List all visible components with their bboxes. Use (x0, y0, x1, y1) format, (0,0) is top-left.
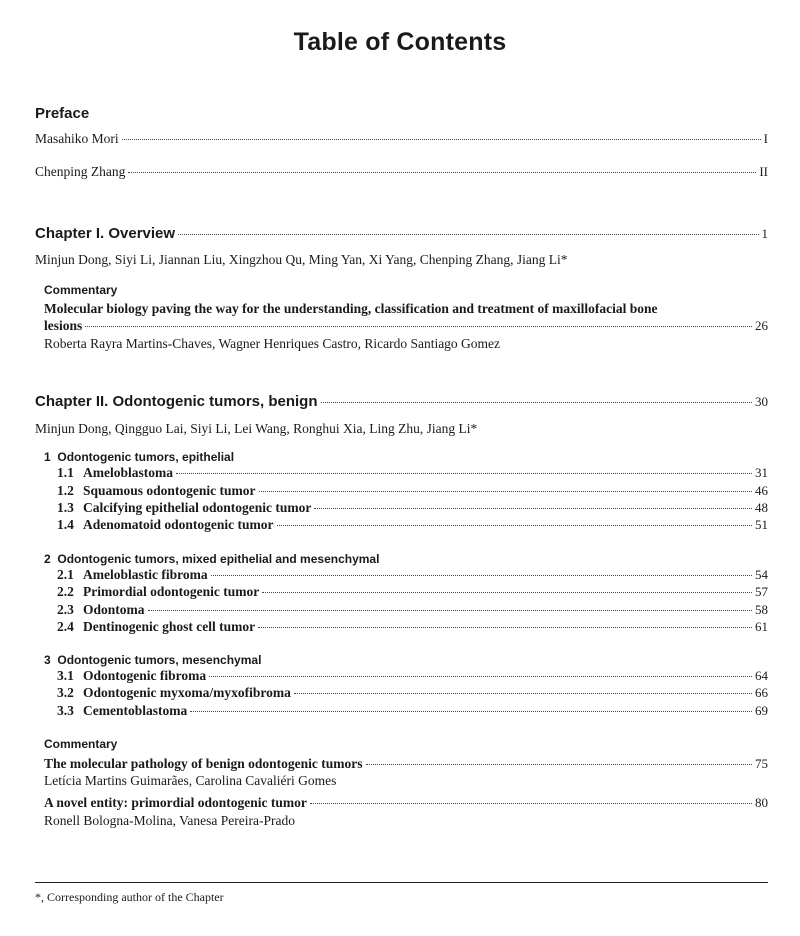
chapter-1-authors: Minjun Dong, Siyi Li, Jiannan Liu, Xingzhou Qu, Ming Yan, Xi Yang, Chenping Zhang, Jiang Li* (35, 252, 568, 267)
page-number: 80 (755, 795, 768, 810)
toc-entry-chapter-2[interactable] (35, 393, 768, 410)
section-2-heading (44, 552, 379, 566)
section-title: Odontogenic tumors, mesenchymal (57, 653, 262, 667)
entry-number: 1.4 (57, 517, 74, 532)
toc-entry-chapter-1[interactable] (35, 225, 768, 242)
entry-title: 2.2 Primordial odontogenic tumor (57, 584, 260, 599)
footnote-divider (35, 882, 768, 883)
page-number: 66 (755, 685, 768, 700)
page-number: 30 (755, 394, 768, 409)
entry-title: A novel entity: primordial odontogenic tumor (44, 795, 307, 810)
page-number: 54 (755, 567, 768, 582)
toc-entry-1-2[interactable] (57, 483, 768, 499)
entry-number: 2.1 (57, 567, 74, 582)
toc-entry-1-3[interactable] (57, 500, 768, 516)
entry-number: 3.2 (57, 685, 74, 700)
chapter-2-authors: Minjun Dong, Qingguo Lai, Siyi Li, Lei Wang, Ronghui Xia, Ling Zhu, Jiang Li* (35, 421, 478, 436)
entry-number: 1.2 (57, 483, 74, 498)
toc-entry-2-2[interactable] (57, 584, 768, 600)
commentary-3-authors: Ronell Bologna-Molina, Vanesa Pereira-Prado (44, 813, 295, 828)
entry-title: 2.1 Ameloblastic fibroma (57, 567, 208, 582)
entry-title: Chenping Zhang (35, 164, 126, 179)
section-1-heading (44, 450, 234, 464)
toc-entry-3-1[interactable] (57, 668, 768, 684)
entry-title: Masahiko Mori (35, 131, 119, 146)
page-number: 26 (755, 318, 768, 333)
leader-dots (176, 472, 752, 474)
leader-dots (294, 692, 752, 694)
entry-title: 1.3 Calcifying epithelial odontogenic tumor (57, 500, 312, 515)
leader-dots (190, 710, 752, 712)
toc-entry-3-2[interactable] (57, 685, 768, 701)
leader-dots (122, 138, 761, 140)
section-title: Odontogenic tumors, epithelial (57, 450, 235, 464)
entry-title: 3.1 Odontogenic fibroma (57, 668, 207, 683)
entry-number: 3.1 (57, 668, 74, 683)
page-number: 48 (755, 500, 768, 515)
page-number: 1 (761, 226, 768, 241)
leader-dots (211, 574, 752, 576)
page-title: Table of Contents (293, 28, 507, 56)
entry-title: 1.4 Adenomatoid odontogenic tumor (57, 517, 274, 532)
entry-number: 1.3 (57, 500, 74, 515)
page-number: II (759, 164, 768, 179)
commentary-label: Commentary (44, 283, 118, 297)
entry-number: 2.4 (57, 619, 74, 634)
page-number: 58 (755, 602, 768, 617)
page-number: 61 (755, 619, 768, 634)
commentary-label: Commentary (44, 737, 118, 751)
leader-dots (128, 171, 756, 173)
page-number: 64 (755, 668, 768, 683)
page-number: 51 (755, 517, 768, 532)
entry-title: 2.3 Odontoma (57, 602, 145, 617)
entry-number: 3.3 (57, 703, 74, 718)
entry-title: 3.2 Odontogenic myxoma/myxofibroma (57, 685, 291, 700)
leader-dots (262, 591, 752, 593)
chapter-title: Chapter I. Overview (35, 225, 176, 242)
commentary-2-authors: Letícia Martins Guimarães, Carolina Cavaliéri Gomes (44, 773, 337, 788)
section-title: Odontogenic tumors, mixed epithelial and mesenchymal (57, 552, 380, 566)
leader-dots (148, 609, 752, 611)
leader-dots (321, 401, 752, 403)
commentary-title-line1: Molecular biology paving the way for the understanding, classification and treatment of maxillofacial bone (44, 301, 658, 316)
entry-title: 1.2 Squamous odontogenic tumor (57, 483, 256, 498)
section-number: 2 (44, 552, 51, 566)
commentary-1-authors: Roberta Rayra Martins-Chaves, Wagner Henriques Castro, Ricardo Santiago Gomez (44, 336, 501, 351)
preface-heading: Preface (35, 105, 90, 122)
toc-entry-commentary-3[interactable] (44, 795, 768, 811)
entry-title: lesions (44, 318, 83, 333)
chapter-title: Chapter II. Odontogenic tumors, benign (35, 393, 318, 410)
leader-dots (178, 233, 758, 235)
entry-number: 1.1 (57, 465, 74, 480)
leader-dots (209, 675, 752, 677)
section-number: 3 (44, 653, 51, 667)
page-number: 69 (755, 703, 768, 718)
entry-number: 2.2 (57, 584, 74, 599)
leader-dots (314, 507, 752, 509)
entry-number: 2.3 (57, 602, 74, 617)
leader-dots (85, 325, 752, 327)
entry-title: The molecular pathology of benign odontogenic tumors (44, 756, 363, 771)
page-number: 75 (755, 756, 768, 771)
entry-title: 1.1 Ameloblastoma (57, 465, 173, 480)
leader-dots (310, 802, 752, 804)
section-3-heading (44, 653, 261, 667)
toc-entry-2-4[interactable] (57, 619, 768, 635)
leader-dots (259, 490, 752, 492)
leader-dots (366, 763, 752, 765)
section-number: 1 (44, 450, 51, 464)
toc-entry-1-1[interactable] (57, 465, 768, 481)
toc-entry-2-3[interactable] (57, 602, 768, 618)
page-number: 57 (755, 584, 768, 599)
toc-entry-commentary-2[interactable] (44, 756, 768, 772)
entry-title: 2.4 Dentinogenic ghost cell tumor (57, 619, 256, 634)
toc-entry-3-3[interactable] (57, 703, 768, 719)
toc-entry-2-1[interactable] (57, 567, 768, 583)
footnote: *, Corresponding author of the Chapter (35, 890, 224, 904)
toc-entry-preface-zhang[interactable] (35, 164, 768, 180)
leader-dots (277, 524, 752, 526)
entry-title: 3.3 Cementoblastoma (57, 703, 188, 718)
leader-dots (258, 626, 752, 628)
page-number: 46 (755, 483, 768, 498)
page-number: 31 (755, 465, 768, 480)
page-number: I (763, 131, 768, 146)
toc-entry-commentary-1[interactable] (44, 318, 768, 334)
toc-entry-preface-mori[interactable] (35, 131, 768, 147)
toc-entry-1-4[interactable] (57, 517, 768, 533)
